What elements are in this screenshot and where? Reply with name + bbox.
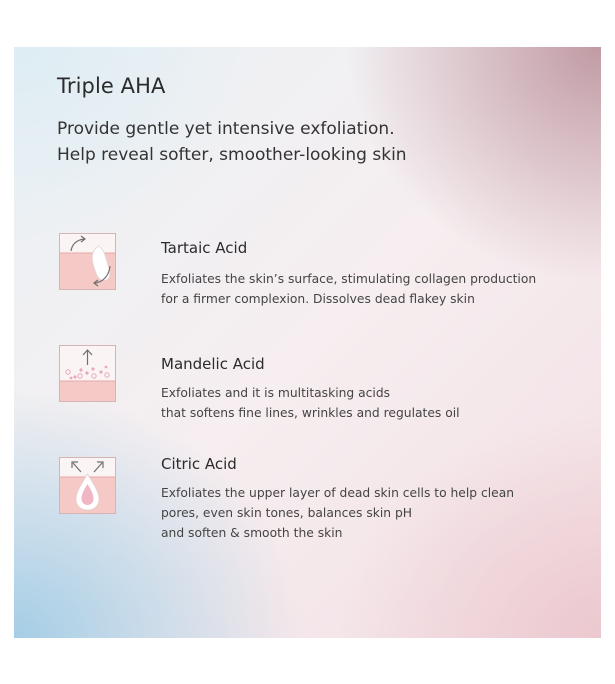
item-description-line: that softens fine lines, wrinkles and regulates oil: [161, 406, 460, 420]
item-title-tartaic: Tartaic Acid: [161, 239, 248, 257]
pore-drop-icon: [59, 457, 116, 514]
item-description-tartaic: [161, 269, 536, 309]
item-description-line: Exfoliates and it is multitasking acids: [161, 386, 391, 400]
item-description-citric: [161, 483, 514, 543]
item-title-citric: Citric Acid: [161, 455, 237, 473]
item-description-line: pores, even skin tones, balances skin pH: [161, 506, 413, 520]
item-description-line: and soften & smooth the skin: [161, 526, 343, 540]
dissolving-particles-icon: [59, 345, 116, 402]
panel-title: Triple AHA: [57, 74, 166, 98]
item-description-line: Exfoliates the skin’s surface, stimulating collagen production: [161, 272, 537, 286]
subtitle-line-1: Provide gentle yet intensive exfoliation.: [57, 119, 395, 139]
product-info-panel: [14, 47, 601, 638]
item-description-line: Exfoliates the upper layer of dead skin cells to help clean: [161, 486, 515, 500]
item-title-mandelic: Mandelic Acid: [161, 355, 265, 373]
skin-peel-icon: [59, 233, 116, 290]
item-description-mandelic: [161, 383, 460, 423]
subtitle-line-2: Help reveal softer, smoother-looking skin: [57, 145, 407, 165]
item-description-line: for a firmer complexion. Dissolves dead flakey skin: [161, 292, 475, 306]
